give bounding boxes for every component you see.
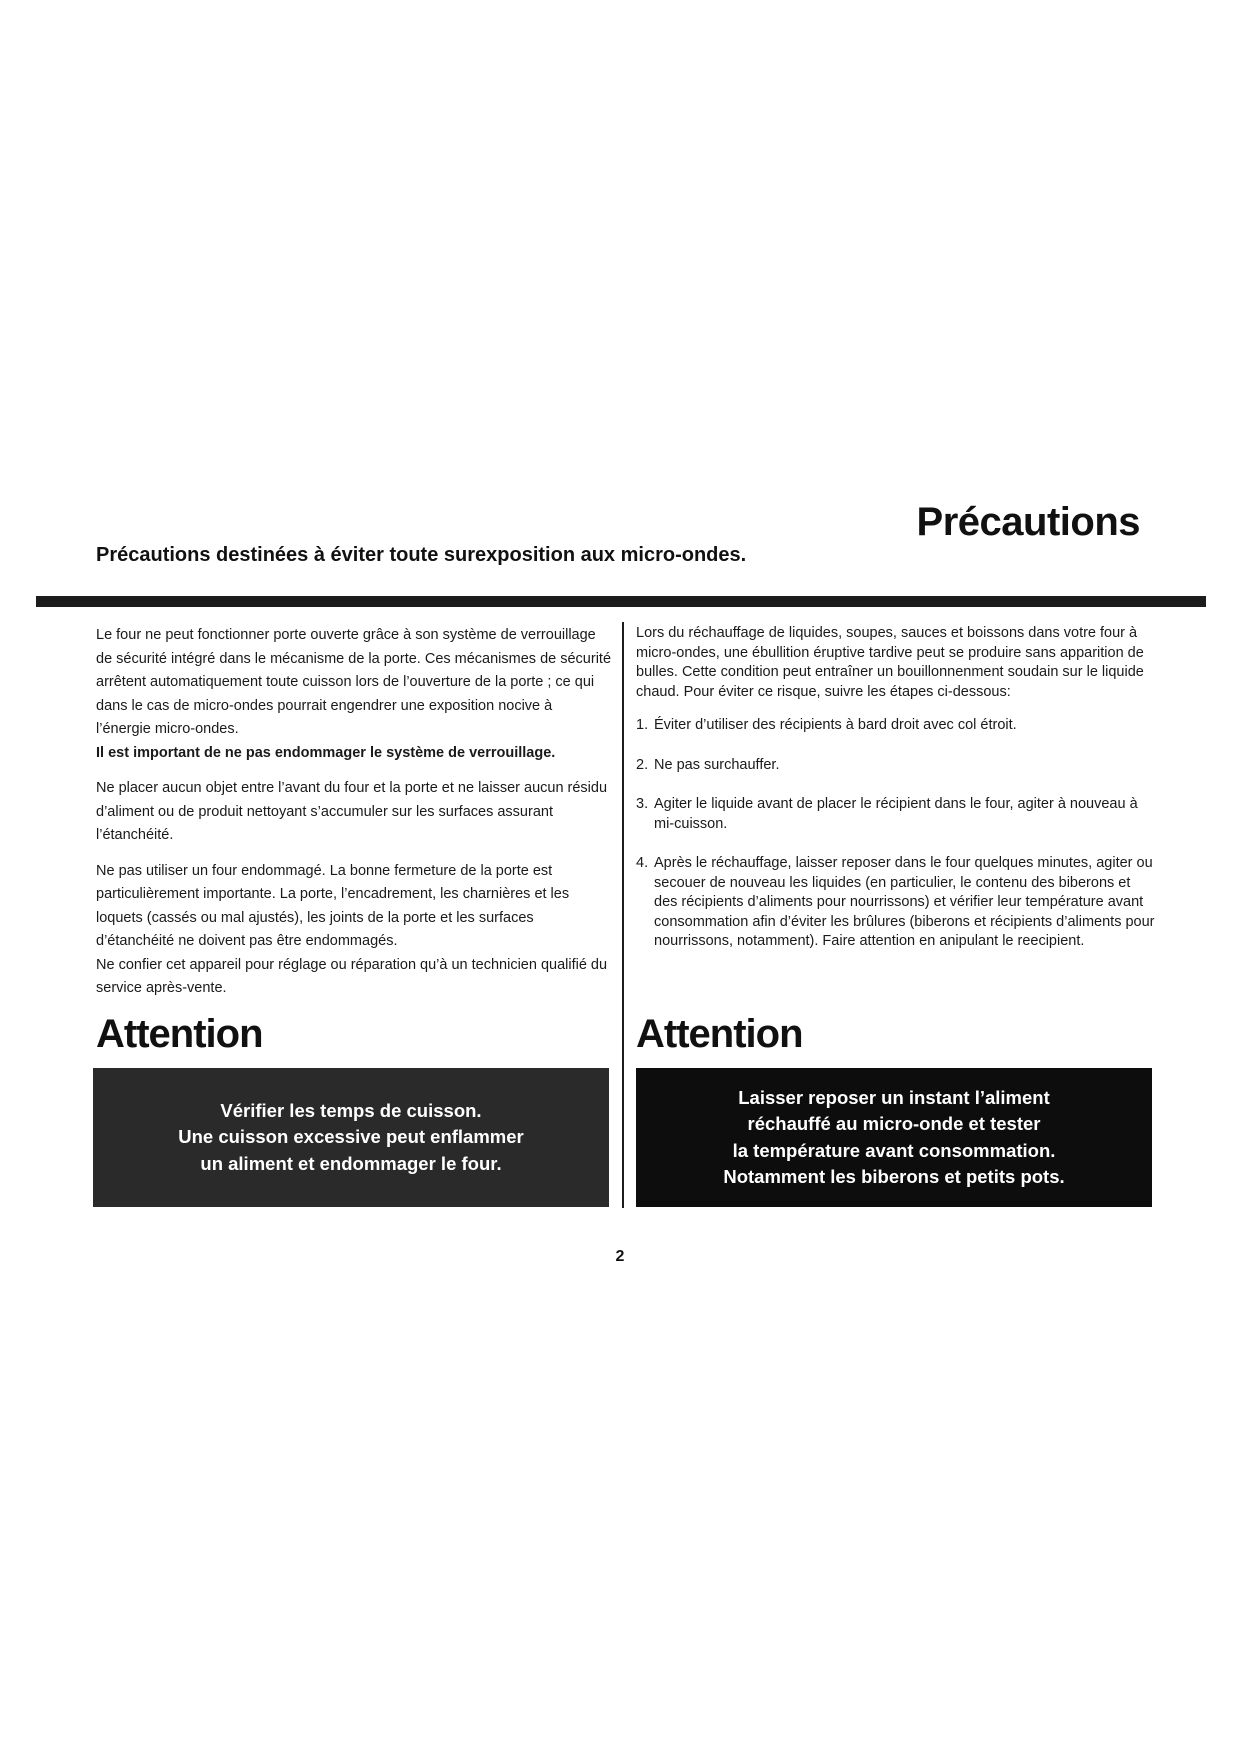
step-text: Après le réchauffage, laisser reposer dans le four quelques minutes, agiter ou secouer de nouveau les liquides (en particulier, le contenu des biberons et des récipients d’aliments pour nourrissons) et vérifier leur température avant consommation afin d’éviter les brûlures (biberons et récipients d’aliments pour nourrissons, notamment). Faire attention en anipulant le reecipient. xyxy=(654,855,1155,949)
attention-line: un aliment et endommager le four. xyxy=(200,1152,502,1174)
right-column xyxy=(636,624,1156,972)
left-paragraph-1-bold: Il est important de ne pas endommager le système de verrouillage. xyxy=(96,744,556,761)
left-column xyxy=(96,624,611,1013)
left-paragraph-3-text: Ne pas utiliser un four endommagé. La bonne fermeture de la porte est particulièrement importante. La porte, l’encadrement, les charnières et les loquets (cassés ou mal ajustés), les joints de la porte et les surfaces d’étanchéité ne doivent pas être endommagés. xyxy=(96,862,570,949)
left-paragraph-2: Ne placer aucun objet entre l’avant du four et la porte et ne laisser aucun résidu d’aliment ou de produit nettoyant s’accumuler sur les surfaces assurant l’étanchéité. xyxy=(96,780,608,843)
page-number: 2 xyxy=(615,1248,625,1265)
attention-line: la température avant consommation. xyxy=(732,1139,1056,1161)
attention-heading-left: Attention xyxy=(96,1012,263,1056)
list-item xyxy=(636,716,1156,736)
list-item xyxy=(636,756,1156,776)
left-paragraph-4-text: Ne confier cet appareil pour réglage ou réparation qu’à un technicien qualifié du service après-vente. xyxy=(96,956,608,996)
step-number: 4. xyxy=(636,855,649,871)
step-text: Éviter d’utiliser des récipients à bard droit avec col étroit. xyxy=(654,717,1017,733)
step-number: 3. xyxy=(636,796,649,812)
list-item xyxy=(636,854,1156,952)
header-rule xyxy=(36,596,1206,607)
list-item xyxy=(636,795,1156,834)
attention-line: Notamment les biberons et petits pots. xyxy=(723,1166,1065,1187)
attention-box-left xyxy=(93,1068,609,1207)
step-text: Agiter le liquide avant de placer le récipient dans le four, agiter à nouveau à mi-cuisson. xyxy=(654,796,1138,832)
step-number: 1. xyxy=(636,717,649,733)
left-paragraph-1 xyxy=(96,624,611,765)
attention-heading-right: Attention xyxy=(636,1012,803,1056)
page-title: Précautions xyxy=(916,500,1140,544)
column-divider xyxy=(622,622,624,1208)
step-number: 2. xyxy=(636,756,649,773)
step-text: Ne pas surchauffer. xyxy=(654,756,780,773)
attention-line: Une cuisson excessive peut enflammer xyxy=(178,1126,524,1148)
attention-line: Vérifier les temps de cuisson. xyxy=(220,1099,482,1121)
attention-box-right-text xyxy=(723,1085,1064,1191)
page-subtitle: Précautions destinées à éviter toute surexposition aux micro-ondes. xyxy=(96,544,747,566)
steps-list xyxy=(636,716,1156,952)
right-intro: Lors du réchauffage de liquides, soupes, sauces et boissons dans votre four à micro-ondes, une ébullition éruptive tardive peut se produire sans apparition de bulles. Cette condition peut entraîner un bouillonnenment soudain sur le liquide chaud. Pour éviter ce risque, suivre les étapes ci-dessous: xyxy=(636,625,1144,700)
left-paragraph-3 xyxy=(96,860,611,1001)
left-paragraph-1-text: Le four ne peut fonctionner porte ouverte grâce à son système de verrouillage de sécurité intégré dans le mécanisme de la porte. Ces mécanismes de sécurité arrêtent automatiquement toute cuisson lors de l’ouverture de la porte ; ce qui dans le cas de micro-ondes pourrait engendrer une exposition nocive à l’énergie micro-ondes. xyxy=(96,627,612,737)
attention-box-right xyxy=(636,1068,1152,1207)
attention-box-left-text xyxy=(178,1098,523,1178)
attention-line: réchauffé au micro-onde et tester xyxy=(747,1113,1041,1134)
attention-line: Laisser reposer un instant l’aliment xyxy=(738,1086,1050,1108)
